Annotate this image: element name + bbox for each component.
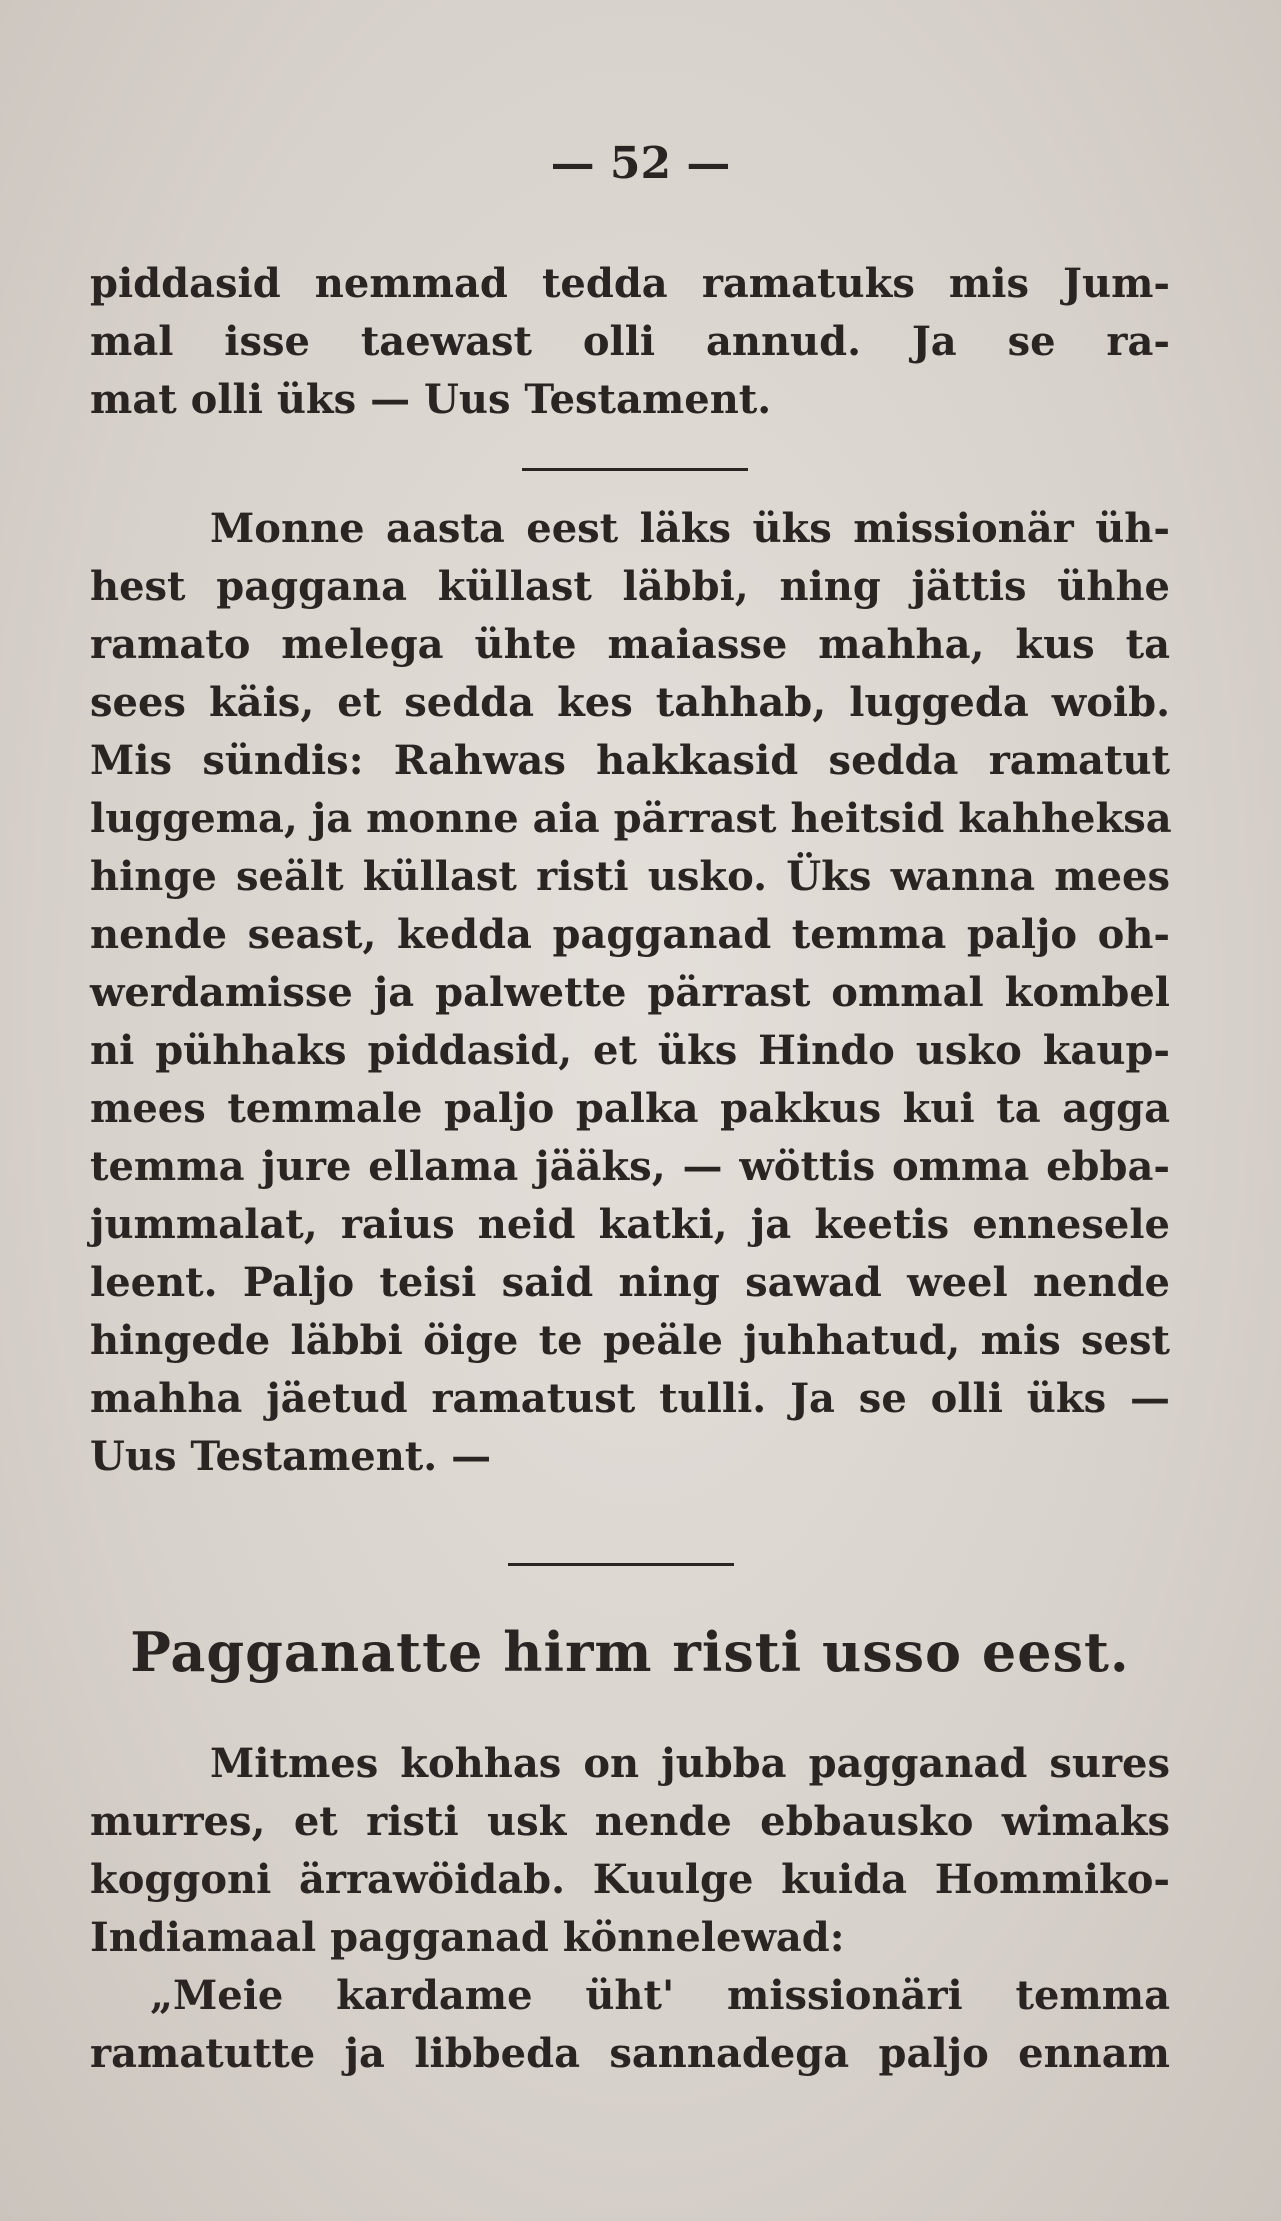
text-line: ni pühhaks piddasid, et üks Hindo usko kaup- [90,1027,1170,1074]
section-paragraph [90,1735,1170,2083]
text-line: piddasid nemmad tedda ramatuks mis Jum- [90,260,1170,307]
separator-rule [522,468,748,471]
text-line: Uus Testament. — [90,1433,492,1480]
text-line: murres, et risti usk nende ebbausko wimaks [90,1798,1170,1845]
text-line: ramato melega ühte maiasse mahha, kus ta [90,621,1170,668]
text-line: nende seast, kedda pagganad temma paljo oh- [90,911,1170,958]
text-line: koggoni ärrawöidab. Kuulge kuida Hommiko- [90,1856,1170,1903]
text-line: leent. Paljo teisi said ning sawad weel nende [90,1259,1170,1306]
text-line: sees käis, et sedda kes tahhab, luggeda woib. [90,679,1170,726]
text-line: „Meie kardame üht' missionäri temma [150,1972,1170,2019]
separator-rule [508,1563,734,1566]
text-line: hest paggana küllast läbbi, ning jättis ühhe [90,563,1170,610]
text-line: hinge seält küllast risti usko. Üks wanna mees [90,853,1170,900]
page-number: — 52 — [550,138,731,189]
section-heading: Pagganatte hirm risti usso eest. [130,1620,1130,1684]
text-line: temma jure ellama jääks, — wöttis omma ebba- [90,1143,1170,1190]
text-line: Indiamaal pagganad könnelewad: [90,1914,845,1961]
text-line: werdamisse ja palwette pärrast ommal kombel [90,969,1170,1016]
text-line: mal isse taewast olli annud. Ja se ra- [90,318,1170,365]
text-line: Mitmes kohhas on jubba pagganad sures [210,1740,1170,1787]
text-line: mahha jäetud ramatust tulli. Ja se olli üks — [90,1375,1170,1422]
text-line: Monne aasta eest läks üks missionär üh- [210,505,1170,552]
text-line: mat olli üks — Uus Testament. [90,376,772,423]
text-line: ramatutte ja libbeda sannadega paljo ennam [90,2030,1170,2077]
text-line: hingede läbbi öige te peäle juhhatud, mis sest [90,1317,1170,1364]
text-line: Mis sündis: Rahwas hakkasid sedda ramatut [90,737,1170,784]
story-paragraph [90,500,1170,1486]
text-line: jummalat, raius neid katki, ja keetis ennesele [90,1201,1170,1248]
text-line: mees temmale paljo palka pakkus kui ta agga [90,1085,1170,1132]
intro-paragraph [90,255,1170,429]
text-line: luggema, ja monne aia pärrast heitsid kahheksa [90,795,1172,842]
